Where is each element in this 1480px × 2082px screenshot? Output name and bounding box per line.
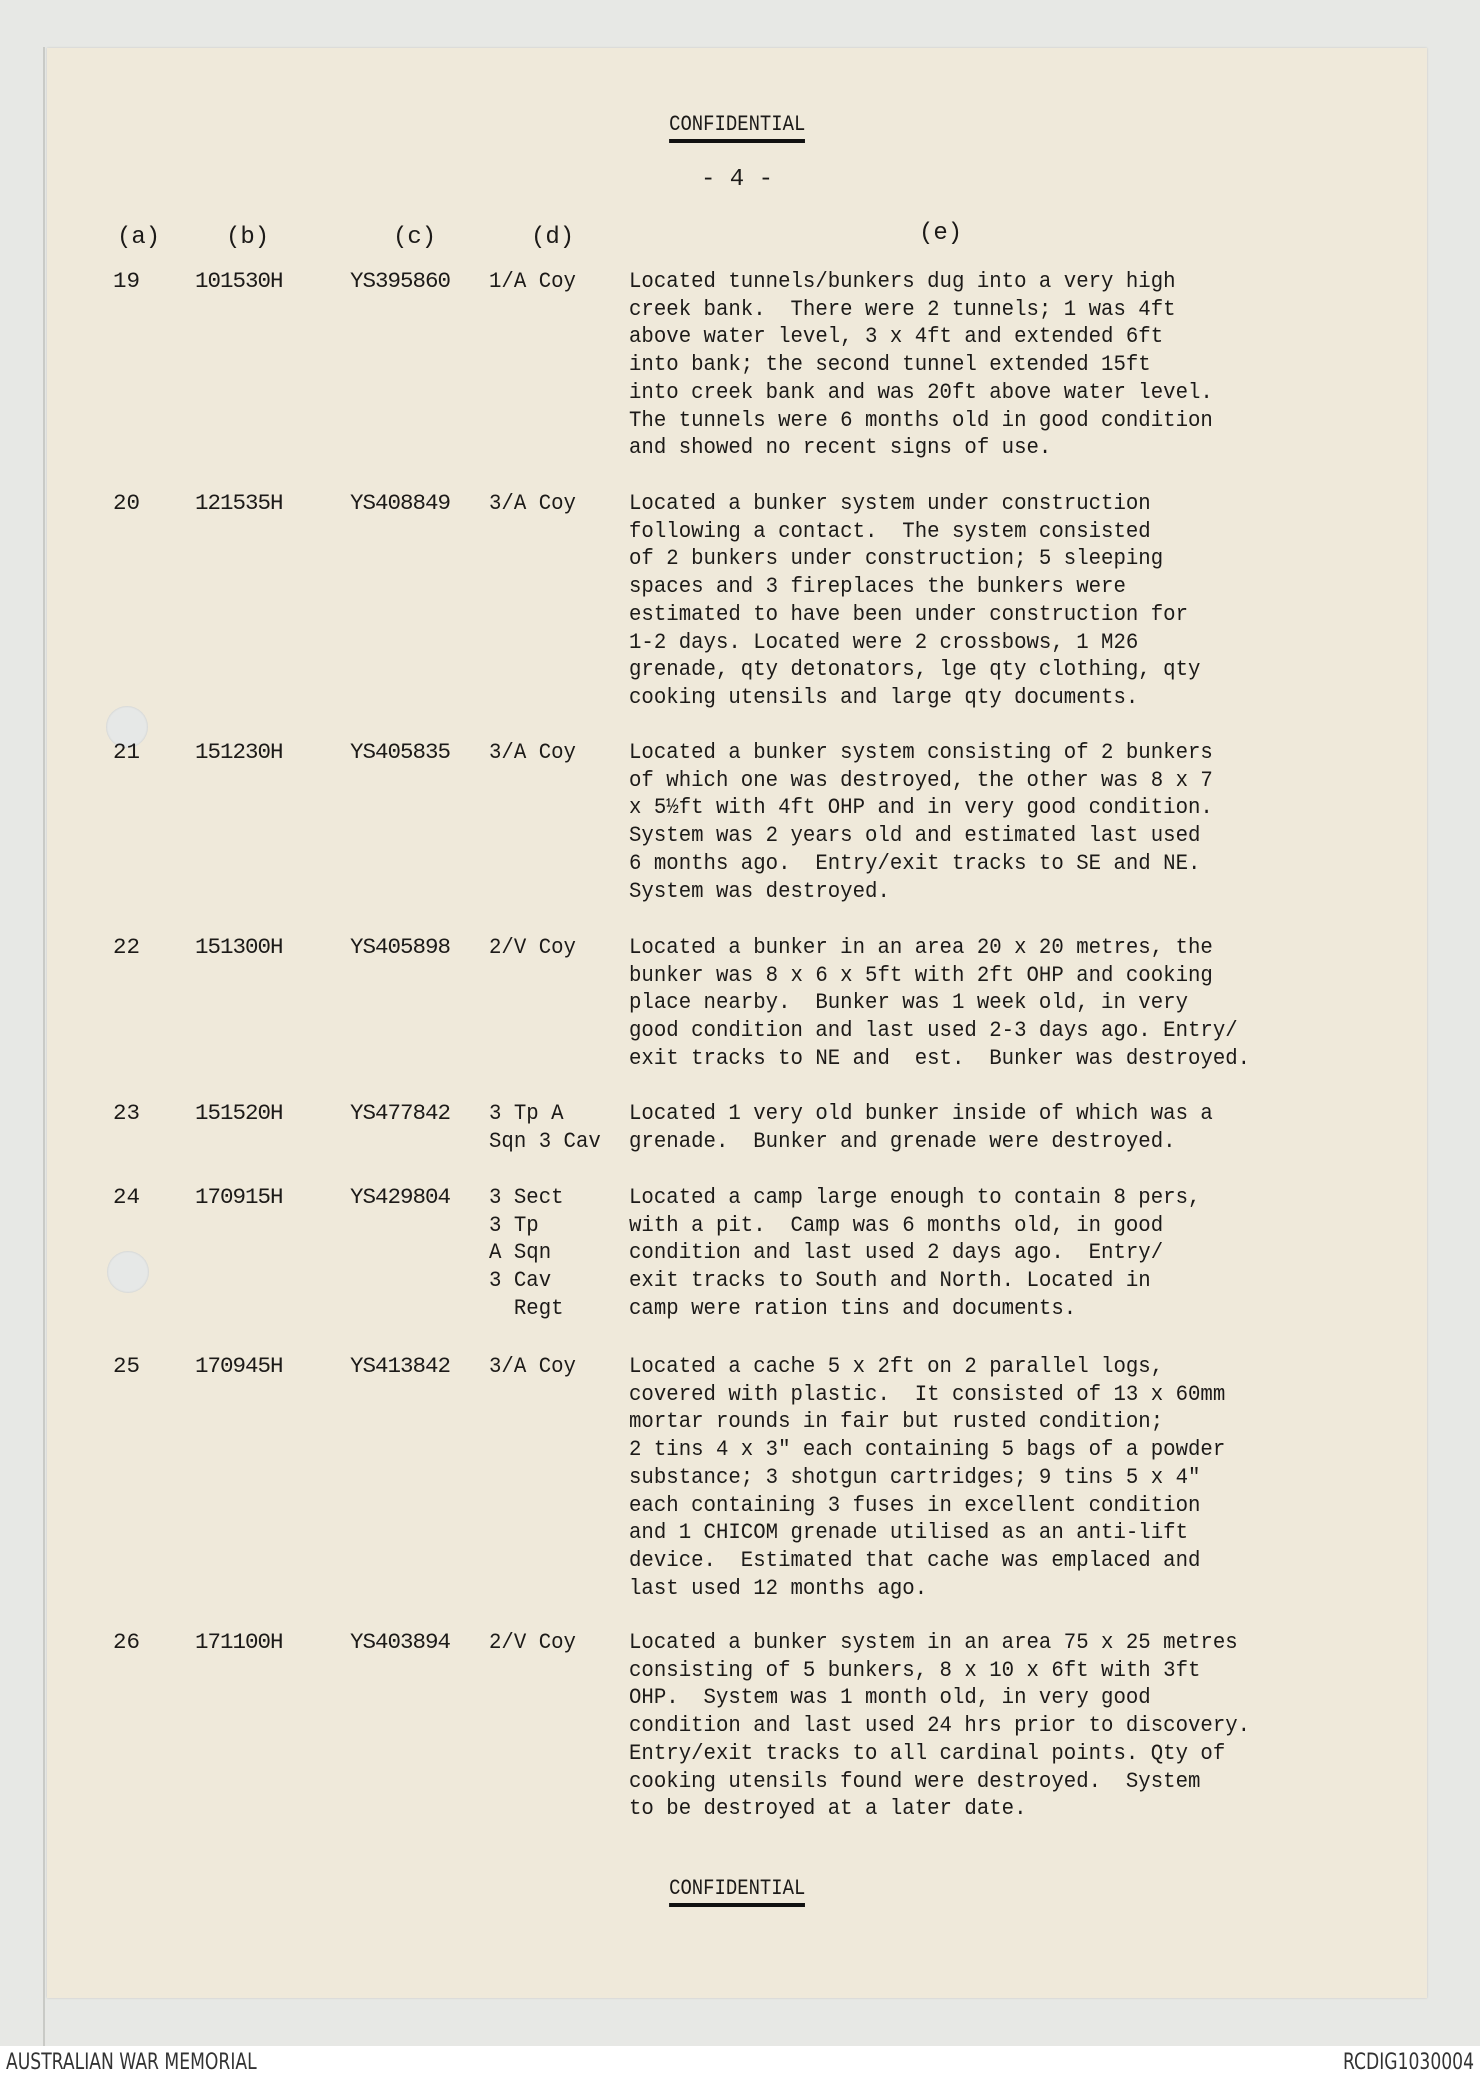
remarks-line: last used 12 months ago. [629, 1574, 928, 1601]
unit-line: Regt [489, 1294, 564, 1321]
unit [489, 934, 584, 962]
unit-line: 3/A Coy [489, 490, 576, 516]
serial-number: 19 [113, 268, 141, 294]
remarks-line: exit tracks to NE and est. Bunker was destroyed. [629, 1044, 1251, 1071]
remarks-line: exit tracks to South and North. Located in [629, 1267, 1151, 1294]
remarks-line: x 5½ft with 4ft OHP and in very good condition. [629, 794, 1213, 821]
remarks-line: The tunnels were 6 months old in good condition [629, 406, 1213, 433]
remarks [629, 1184, 1250, 1323]
classification-footer-text: CONFIDENTIAL [669, 1876, 805, 1907]
serial-number: 21 [113, 739, 141, 765]
remarks-line: System was destroyed. [629, 877, 890, 904]
grid-reference: YS395860 [350, 268, 451, 294]
remarks-line: of 2 bunkers under construction; 5 sleeping [629, 545, 1164, 572]
unit-line: A Sqn [489, 1239, 552, 1266]
unit-line: 3 Sect [489, 1184, 564, 1210]
unit [489, 739, 584, 767]
date-time-group: 170945H [195, 1353, 283, 1379]
grid-reference: YS408849 [350, 490, 451, 516]
remarks-line: condition and last used 24 hrs prior to discovery. [629, 1712, 1251, 1739]
remarks-line: mortar rounds in fair but rusted condition; [629, 1408, 1164, 1435]
remarks-line: each containing 3 fuses in excellent condition [629, 1491, 1201, 1518]
remarks-line: covered with plastic. It consisted of 13 x 60mm [629, 1380, 1226, 1407]
scan-edge-line [43, 47, 45, 2046]
page-number: - 4 - [700, 166, 773, 193]
remarks-line: device. Estimated that cache was emplaced and [629, 1546, 1201, 1573]
serial-number: 24 [113, 1184, 141, 1210]
grid-reference: YS429804 [350, 1184, 451, 1210]
remarks-line: and 1 CHICOM grenade utilised as an anti-lift [629, 1519, 1189, 1546]
remarks-line: System was 2 years old and estimated last used [629, 822, 1201, 849]
remarks [629, 1100, 1264, 1155]
remarks-line: into creek bank and was 20ft above water level. [629, 378, 1213, 405]
unit-line: 3 Tp [489, 1211, 539, 1238]
date-time-group: 101530H [195, 268, 283, 294]
date-time-group: 171100H [195, 1629, 283, 1655]
grid-reference: YS403894 [350, 1629, 451, 1655]
unit-line: 2/V Coy [489, 934, 576, 960]
remarks-line: Located 1 very old bunker inside of which was a [629, 1100, 1213, 1126]
document-page [47, 48, 1427, 1998]
record-id: RCDIG1030004 [1342, 2050, 1474, 2075]
remarks-line: to be destroyed at a later date. [629, 1795, 1027, 1822]
serial-number: 20 [113, 490, 141, 516]
column-header-b: (b) [226, 224, 270, 251]
remarks-line: Located a bunker system under construction [629, 490, 1151, 516]
serial-number: 26 [113, 1629, 141, 1655]
serial-number: 25 [113, 1353, 141, 1379]
classification-footer [47, 1876, 1427, 1907]
unit [489, 1353, 584, 1381]
unit-line: Sqn 3 Cav [489, 1127, 601, 1154]
date-time-group: 151520H [195, 1100, 283, 1126]
grid-reference: YS477842 [350, 1100, 451, 1126]
unit-line: 3 Cav [489, 1267, 552, 1294]
remarks-line: OHP. System was 1 month old, in very good [629, 1684, 1151, 1711]
remarks-line: and showed no recent signs of use. [629, 434, 1052, 461]
unit-line: 1/A Coy [489, 268, 576, 294]
grid-reference: YS413842 [350, 1353, 451, 1379]
unit [489, 268, 584, 296]
classification-header [47, 112, 1427, 143]
remarks-line: above water level, 3 x 4ft and extended 6ft [629, 323, 1164, 350]
remarks-line: consisting of 5 bunkers, 8 x 10 x 6ft with 3ft [629, 1656, 1201, 1683]
remarks-line: creek bank. There were 2 tunnels; 1 was 4ft [629, 295, 1176, 322]
remarks-line: Located a camp large enough to contain 8 pers, [629, 1184, 1201, 1210]
remarks-line: into bank; the second tunnel extended 15ft [629, 351, 1151, 378]
remarks [629, 1353, 1277, 1602]
institution-credit: AUSTRALIAN WAR MEMORIAL [6, 2050, 257, 2075]
unit-line: 3 Tp A [489, 1100, 564, 1126]
date-time-group: 151300H [195, 934, 283, 960]
remarks-line: Located a bunker system in an area 75 x 25 metres [629, 1629, 1238, 1655]
column-header-e: (e) [919, 220, 963, 247]
remarks-line: Entry/exit tracks to all cardinal points. Qty of [629, 1739, 1226, 1766]
remarks-line: substance; 3 shotgun cartridges; 9 tins 5 x 4" [629, 1463, 1201, 1490]
remarks [629, 934, 1304, 1073]
remarks [629, 739, 1264, 905]
remarks-line: good condition and last used 2-3 days ago. Entry/ [629, 1017, 1238, 1044]
column-header-d: (d) [531, 224, 575, 251]
classification-header-text: CONFIDENTIAL [669, 112, 805, 143]
unit-line: 3/A Coy [489, 1353, 576, 1379]
grid-reference: YS405835 [350, 739, 451, 765]
remarks-line: place nearby. Bunker was 1 week old, in very [629, 989, 1189, 1016]
date-time-group: 121535H [195, 490, 283, 516]
remarks-line: with a pit. Camp was 6 months old, in good [629, 1211, 1164, 1238]
remarks-line: grenade, qty detonators, lge qty clothing, qty [629, 656, 1201, 683]
remarks [629, 1629, 1304, 1823]
column-header-c: (c) [393, 224, 437, 251]
date-time-group: 151230H [195, 739, 283, 765]
serial-number: 22 [113, 934, 141, 960]
remarks-line: of which one was destroyed, the other was 8 x 7 [629, 766, 1213, 793]
grid-reference: YS405898 [350, 934, 451, 960]
column-header-a: (a) [117, 224, 161, 251]
remarks-line: 2 tins 4 x 3" each containing 5 bags of a powder [629, 1436, 1226, 1463]
remarks-line: Located a cache 5 x 2ft on 2 parallel logs, [629, 1353, 1164, 1379]
remarks-line: 1-2 days. Located were 2 crossbows, 1 M26 [629, 628, 1139, 655]
remarks-line: following a contact. The system consisted [629, 517, 1151, 544]
remarks-line: Located a bunker system consisting of 2 bunkers [629, 739, 1213, 765]
unit-line: 3/A Coy [489, 739, 576, 765]
remarks-line: camp were ration tins and documents. [629, 1294, 1077, 1321]
unit-line: 2/V Coy [489, 1629, 576, 1655]
remarks [629, 490, 1250, 712]
remarks-line: cooking utensils found were destroyed. System [629, 1767, 1201, 1794]
remarks-line: spaces and 3 fireplaces the bunkers were [629, 573, 1126, 600]
remarks-line: 6 months ago. Entry/exit tracks to SE and NE. [629, 849, 1201, 876]
unit [489, 1629, 584, 1657]
date-time-group: 170915H [195, 1184, 283, 1210]
unit [489, 490, 584, 518]
unit [489, 1100, 611, 1155]
remarks [629, 268, 1264, 462]
unit [489, 1184, 570, 1323]
remarks-line: bunker was 8 x 6 x 5ft with 2ft OHP and cooking [629, 961, 1213, 988]
remarks-line: grenade. Bunker and grenade were destroyed. [629, 1127, 1176, 1154]
remarks-line: Located a bunker in an area 20 x 20 metres, the [629, 934, 1213, 960]
punch-hole [107, 1251, 149, 1293]
remarks-line: condition and last used 2 days ago. Entry/ [629, 1239, 1164, 1266]
remarks-line: Located tunnels/bunkers dug into a very high [629, 268, 1176, 294]
serial-number: 23 [113, 1100, 141, 1126]
remarks-line: estimated to have been under construction for [629, 600, 1189, 627]
remarks-line: cooking utensils and large qty documents. [629, 683, 1139, 710]
